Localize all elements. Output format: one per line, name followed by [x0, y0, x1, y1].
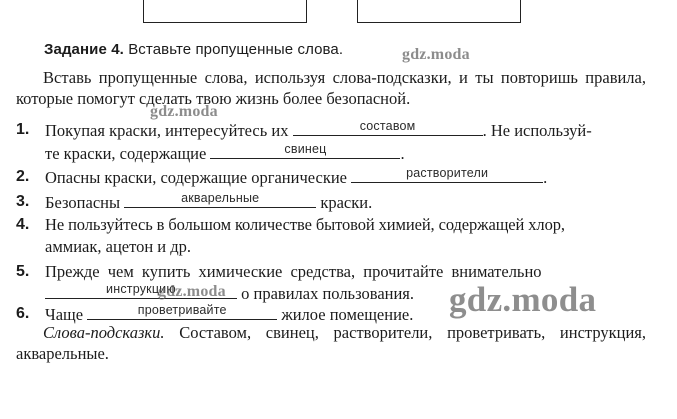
item-1-text-after: . Не используй- — [482, 121, 592, 140]
watermark-middle: gdz.moda — [158, 283, 226, 300]
task-title — [44, 41, 343, 58]
item-1-answer-2: свинец — [284, 142, 327, 156]
hints-text: Составом, свинец, растворители, проветривать, инструкция, акварельные. — [16, 323, 647, 363]
item-2-number: 2. — [16, 168, 30, 185]
item-2-text-before: Опасны краски, содержащие органические — [45, 168, 347, 187]
item-1-line-2 — [45, 143, 405, 164]
item-5-blank — [45, 283, 237, 299]
item-6-blank — [87, 304, 277, 320]
item-1-blank-2 — [210, 143, 400, 159]
item-2-answer: растворители — [406, 166, 489, 180]
item-2-line — [45, 167, 547, 188]
watermark-large: gdz.moda — [449, 280, 597, 319]
item-4-number: 4. — [16, 216, 30, 233]
item-4-line-2: аммиак, ацетон и др. — [45, 237, 192, 256]
item-3-text-after: краски. — [320, 193, 373, 212]
answer-box-left — [143, 0, 307, 23]
answer-box-right — [357, 0, 521, 23]
item-3-text-before: Безопасны — [45, 193, 121, 212]
item-1-answer-1: составом — [359, 119, 416, 133]
watermark-upper-left: gdz.moda — [150, 103, 218, 120]
item-2-text-after: . — [543, 168, 548, 187]
item-6-answer: проветривайте — [137, 303, 227, 317]
item-1-line-1 — [45, 120, 592, 141]
item-5-line-1: Прежде чем купить химические средства, прочитайте внимательно — [45, 262, 542, 281]
item-6-text-after: жилое помещение. — [281, 305, 414, 324]
item-3-line — [45, 192, 372, 213]
item-5-text-after: о правилах пользования. — [241, 284, 415, 303]
hints-label: Слова-подсказки. — [43, 323, 165, 342]
hints-paragraph — [16, 322, 646, 364]
task-text: Вставьте пропущенные слова. — [128, 41, 344, 58]
item-1-text-before: Покупая краски, интересуйтесь их — [45, 121, 289, 140]
item-3-answer: акварельные — [181, 191, 260, 205]
item-1-text-after-2: . — [400, 144, 405, 163]
item-6-text-before: Чаще — [45, 305, 84, 324]
item-6-number: 6. — [16, 305, 30, 322]
task-label: Задание 4. — [44, 41, 124, 58]
item-5-number: 5. — [16, 263, 30, 280]
item-3-blank — [124, 192, 316, 208]
item-1-blank-1 — [293, 120, 483, 136]
item-1-text-before-2: те краски, содержащие — [45, 144, 207, 163]
item-5-answer: инструкцию — [106, 282, 176, 296]
intro-paragraph: Вставь пропущенные слова, используя слова-подсказки, и ты повторишь правила, которые помогут сделать твою жизнь более безопасной. — [16, 68, 646, 108]
item-3-number: 3. — [16, 193, 30, 210]
watermark-top: gdz.moda — [402, 46, 470, 63]
item-4-line-1: Не пользуйтесь в большом количестве бытовой химией, содержащей хлор, — [45, 215, 565, 234]
item-2-blank — [351, 167, 543, 183]
item-1-number: 1. — [16, 121, 30, 138]
